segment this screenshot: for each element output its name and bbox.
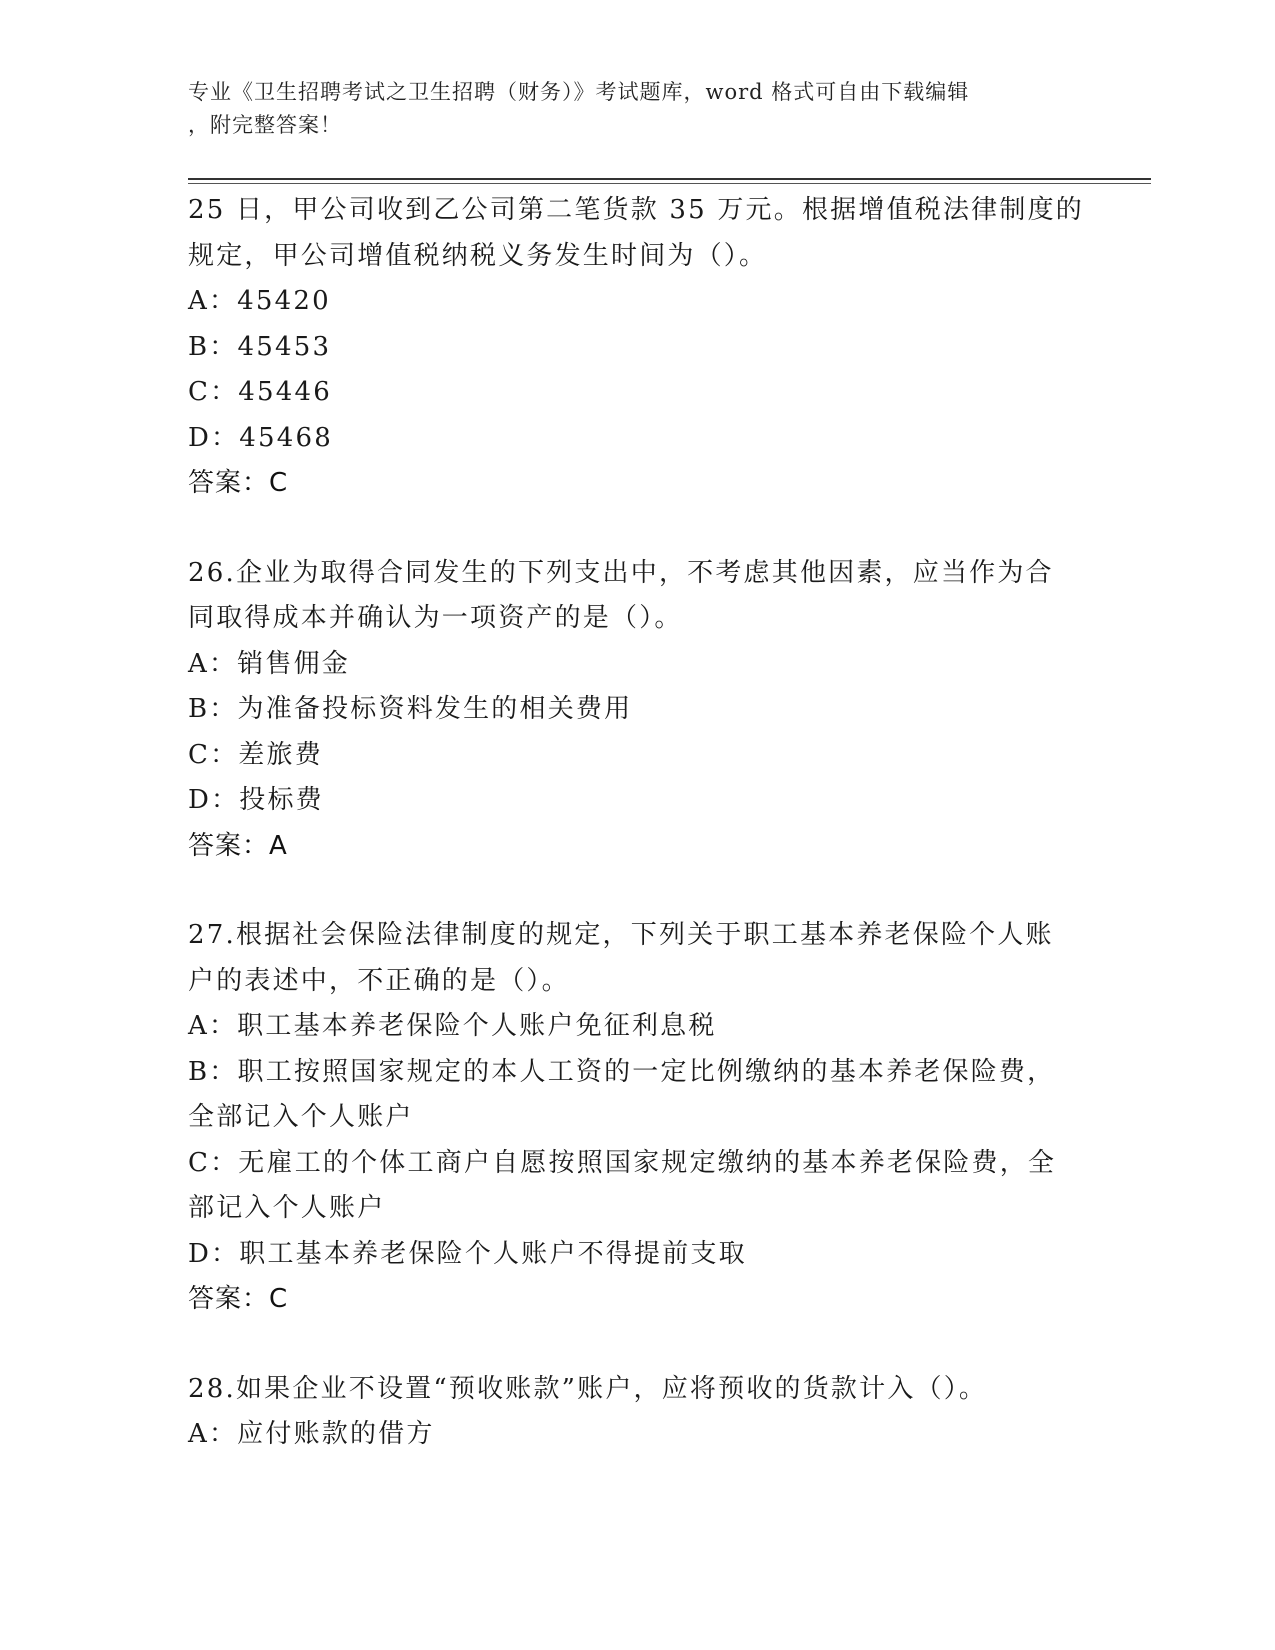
question-stem-line: 25 日，甲公司收到乙公司第二笔货款 35 万元。根据增值税法律制度的 [188, 195, 1084, 225]
header-line-2: ，附完整答案！ [188, 113, 342, 137]
question-stem-line: 26.企业为取得合同发生的下列支出中，不考虑其他因素，应当作为合 [188, 557, 1054, 588]
option-c: C：45446 [188, 377, 333, 407]
answer-line: 答案：C [188, 1284, 289, 1314]
question-stem-line: 28.如果企业不设置“预收账款”账户，应将预收的货款计入（）。 [188, 1373, 988, 1404]
question-block-26 [188, 551, 1088, 870]
option-a: A：销售佣金 [188, 648, 350, 679]
document-header [188, 76, 1068, 142]
question-list [188, 188, 1088, 1458]
option-d: D：投标费 [188, 785, 324, 815]
option-b: B：为准备投标资料发生的相关费用 [188, 694, 633, 724]
option-c: C：无雇工的个体工商户自愿按照国家规定缴纳的基本养老保险费，全 [188, 1147, 1057, 1178]
option-a: A：45420 [188, 286, 331, 316]
header-rule-thin [188, 183, 1151, 184]
header-rule-thick [188, 178, 1151, 180]
question-block-28 [188, 1367, 1088, 1458]
question-stem-line: 规定，甲公司增值税纳税义务发生时间为（）。 [188, 240, 768, 271]
option-b: B：职工按照国家规定的本人工资的一定比例缴纳的基本养老保险费， [188, 1056, 1056, 1087]
question-stem-line: 27.根据社会保险法律制度的规定，下列关于职工基本养老保险个人账 [188, 920, 1054, 950]
answer-line: 答案：C [188, 468, 289, 498]
option-b: B：45453 [188, 331, 332, 362]
option-a: A：应付账款的借方 [188, 1419, 435, 1449]
question-spacer [188, 1323, 1088, 1367]
header-line-1: 专业《卫生招聘考试之卫生招聘（财务）》考试题库，word 格式可自由下载编辑 [188, 80, 970, 104]
option-a: A：职工基本养老保险个人账户免征利息税 [188, 1011, 717, 1041]
question-spacer [188, 869, 1088, 913]
option-d: D：职工基本养老保险个人账户不得提前支取 [188, 1238, 747, 1269]
option-c-continued: 部记入个人账户 [188, 1193, 386, 1223]
question-spacer [188, 507, 1088, 551]
question-stem-line: 同取得成本并确认为一项资产的是（）。 [188, 603, 683, 633]
answer-line: 答案：A [188, 830, 288, 861]
question-block-27 [188, 913, 1088, 1323]
option-d: D：45468 [188, 422, 333, 453]
option-c: C：差旅费 [188, 739, 323, 770]
question-stem-line: 户的表述中，不正确的是（）。 [188, 965, 570, 996]
question-block-25 [188, 188, 1088, 507]
option-b-continued: 全部记入个人账户 [188, 1102, 414, 1132]
